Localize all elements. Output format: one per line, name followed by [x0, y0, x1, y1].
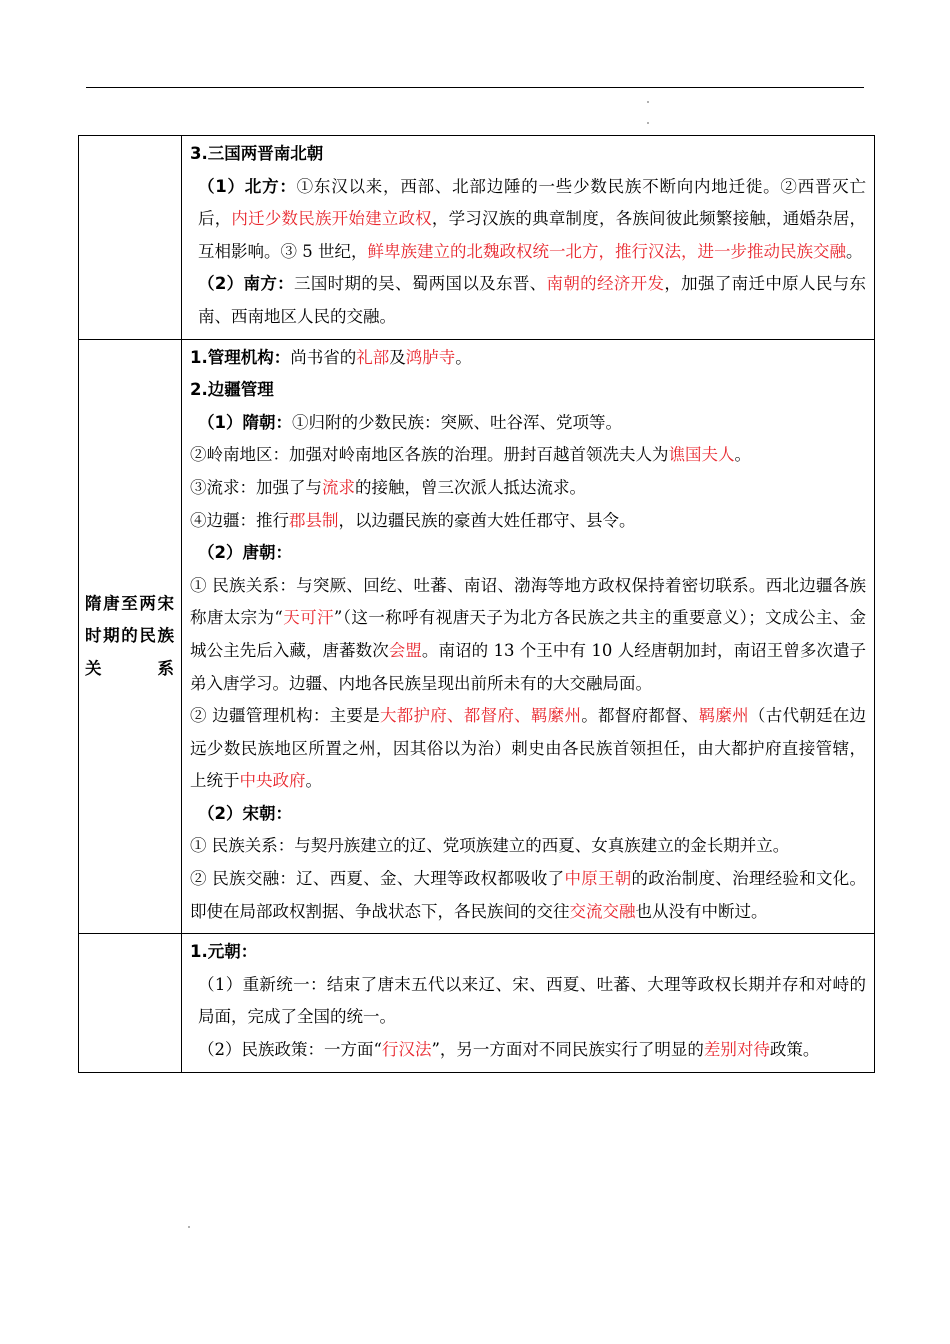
sui-lingnan: ②岭南地区：加强对岭南地区各族的治理。册封百越首领冼夫人为谯国夫人。 — [190, 445, 751, 465]
section-title: 1.元朝： — [190, 942, 258, 962]
table-row — [79, 136, 875, 340]
row-content-cell — [182, 136, 875, 340]
south-paragraph: （2）南方：三国时期的吴、蜀两国以及东晋、南朝的经济开发，加强了南迁中原人民与东南、西南地区人民的交融。 — [198, 274, 867, 326]
yuan-policy: （2）民族政策：一方面“行汉法”，另一方面对不同民族实行了明显的差别对待政策。 — [198, 1040, 820, 1060]
decorative-dot — [188, 1226, 190, 1228]
row-label: 隋唐至两宋时期的民族关系 — [85, 593, 175, 678]
decorative-dot — [647, 122, 649, 124]
row-content-cell — [182, 339, 875, 934]
song-integration: ② 民族交融：辽、西夏、金、大理等政权都吸收了中原王朝的政治制度、治理经验和文化。即使在局部政权割据、争战状态下，各民族间的交往交流交融也从没有中断过。 — [190, 869, 867, 921]
section-title: 3.三国两晋南北朝 — [190, 144, 324, 163]
song-relations: ① 民族关系：与契丹族建立的辽、党项族建立的西夏、女真族建立的金长期并立。 — [190, 836, 790, 856]
table-row — [79, 339, 875, 934]
sui-paragraph: （1）隋朝：①归附的少数民族：突厥、吐谷浑、党项等。 — [198, 412, 622, 432]
row-content-cell — [182, 934, 875, 1072]
knowledge-table — [78, 135, 875, 1073]
section-title: 2.边疆管理 — [190, 380, 274, 400]
yuan-unification: （1）重新统一：结束了唐末五代以来辽、宋、西夏、吐蕃、大理等政权长期并存和对峙的局面，完成了全国的统一。 — [198, 974, 866, 1027]
header-rule — [86, 87, 864, 88]
table-row — [79, 934, 875, 1072]
sui-frontier: ④边疆：推行郡县制，以边疆民族的豪酋大姓任郡守、县令。 — [190, 510, 636, 530]
song-label: （2）宋朝： — [198, 803, 292, 823]
tang-relations: ① 民族关系：与突厥、回纥、吐蕃、南诏、渤海等地方政权保持着密切联系。西北边疆各族称唐太宗为“天可汗”（这一称呼有视唐天子为北方各民族之共主的重要意义）；文成公主、金城公主先后入藏，唐蕃数次会盟。南诏的 13 个王中有 10 人经唐朝加封，南诏王曾多次遣子弟入唐学习。边疆、内地各民族呈现出前所未有的大交融局面。 — [190, 575, 867, 693]
row-label-cell — [79, 934, 182, 1072]
row-label-cell — [79, 136, 182, 340]
management-paragraph: 1.管理机构：尚书省的礼部及鸿胪寺。 — [190, 347, 472, 367]
sui-liuqiu: ③流求：加强了与流求的接触，曾三次派人抵达流求。 — [190, 477, 586, 497]
row-label-cell — [79, 339, 182, 934]
decorative-dot — [647, 101, 649, 103]
north-paragraph: （1）北方：①东汉以来，西部、北部边陲的一些少数民族不断向内地迁徙。②西晋灭亡后，内迁少数民族开始建立政权，学习汉族的典章制度，各族间彼此频繁接触，通婚杂居，互相影响。③ 5 世纪，鲜卑族建立的北魏政权统一北方，推行汉法，进一步推动民族交融。 — [198, 176, 867, 261]
tang-agencies: ② 边疆管理机构：主要是大都护府、都督府、羁縻州。都督府都督、羁縻州（古代朝廷在边远少数民族地区所置之州，因其俗以为治）刺史由各民族首领担任，由大都护府直接管辖，上统于中央政府。 — [190, 706, 867, 791]
tang-label: （2）唐朝： — [198, 543, 292, 563]
